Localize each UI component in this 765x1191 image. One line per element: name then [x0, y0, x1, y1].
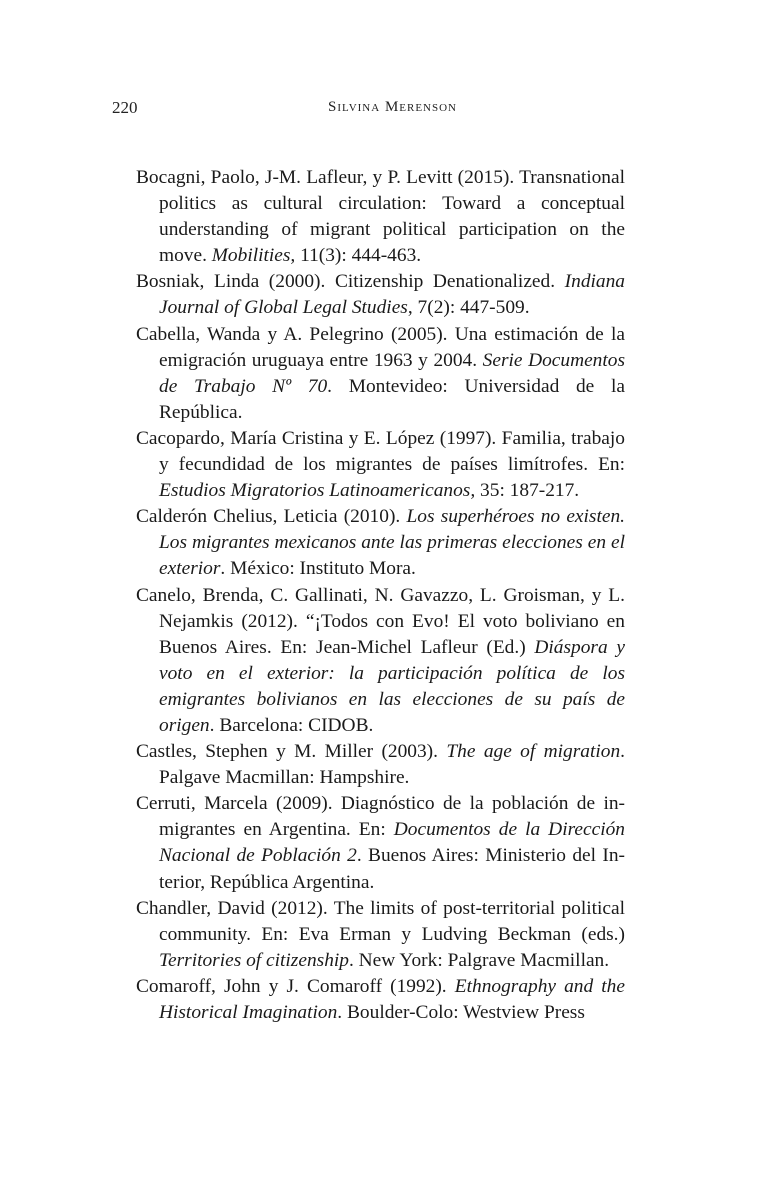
- reference-text: . Palgave Macmillan: Hampshire.: [159, 741, 625, 789]
- reference-entry: [136, 269, 625, 321]
- reference-text: . Montevideo: Universidad de la República.: [159, 375, 625, 423]
- reference-text: . Boulder-Colo: Westview Press: [337, 1002, 585, 1023]
- reference-text: Cabella, Wanda y A. Pelegrino (2005). Una estimación de la emigración uruguaya entre 1963 y 2004.: [136, 323, 625, 371]
- reference-title: Serie Documentos de Trabajo Nº 70: [159, 349, 626, 397]
- reference-entry: [136, 322, 625, 426]
- reference-entry: [136, 504, 625, 582]
- reference-text: Castles, Stephen y M. Miller (2003).: [136, 741, 447, 763]
- reference-title: Territories of citizenship: [159, 949, 349, 971]
- reference-text: Chandler, David (2012). The limits of post-territorial political community. En: Eva Erman y Ludving Beckman (eds.): [136, 897, 625, 945]
- reference-text: Cacopardo, María Cristina y E. López (1997). Familia, trabajo y fecundidad de los migrantes de países limítrofes. En:: [136, 427, 625, 476]
- reference-title: Mobilities,: [211, 245, 296, 267]
- reference-list: [136, 165, 625, 1026]
- reference-text: 11(3): 444-463.: [295, 245, 422, 267]
- reference-text: . Buenos Aires: Ministerio del Interior, República Argentina.: [159, 845, 625, 893]
- reference-text: Calderón Chelius, Leticia (2010).: [136, 506, 407, 528]
- reference-title: Estudios Migratorios Latinoamericanos,: [159, 480, 476, 502]
- reference-entry: [136, 791, 625, 895]
- reference-title: Diáspora y voto en el exterior: la participación política de los emigrantes bolivianos en las elecciones de su país de origen: [159, 636, 625, 736]
- reference-text: Bosniak, Linda (2000). Citizenship Denationalized.: [136, 271, 565, 293]
- reference-text: , 7(2): 447-509.: [407, 297, 530, 319]
- reference-text: . Barcelona: CIDOB.: [209, 714, 374, 736]
- reference-title: Documentos de la Dirección Nacional de Población 2: [159, 819, 625, 867]
- page-number: 220: [112, 98, 138, 117]
- reference-text: . México: Instituto Mora.: [220, 558, 416, 580]
- reference-text: Bocagni, Paolo, J-M. Lafleur, y P. Levitt (2015). Transnational politics as cultural circulation: Toward a conceptual understanding of migrant political participation on the move.: [136, 167, 625, 267]
- reference-text: Comaroff, John y J. Comaroff (1992).: [136, 975, 455, 997]
- reference-title: Los superhéroes no existen. Los migrantes mexicanos ante las primeras elecciones en el exterior: [159, 506, 625, 580]
- reference-entry: [136, 165, 625, 269]
- reference-entry: [136, 896, 625, 974]
- reference-entry: [136, 583, 625, 740]
- reference-entry: [136, 426, 625, 504]
- reference-title: Ethnography and the Historical Imagination: [159, 975, 625, 1023]
- reference-entry: [136, 974, 625, 1026]
- reference-title: Indiana Journal of Global Legal Studies: [159, 271, 625, 319]
- running-head: Silvina Merenson: [327, 99, 458, 115]
- reference-text: . New York: Palgrave Macmillan.: [348, 949, 610, 971]
- reference-text: Cerruti, Marcela (2009). Diagnóstico de la población de inmigrantes en Argentina. En:: [136, 793, 625, 841]
- reference-title: The age of migration: [446, 741, 621, 763]
- reference-text: Canelo, Brenda, C. Gallinati, N. Gavazzo, L. Groisman, y L. Nejamkis (2012). “¡Todos con Evo! El voto boliviano en Buenos Aires. En: Jean-Michel Lafleur (Ed.): [136, 584, 625, 658]
- reference-text: 35: 187-217.: [475, 480, 580, 502]
- reference-entry: [136, 739, 625, 791]
